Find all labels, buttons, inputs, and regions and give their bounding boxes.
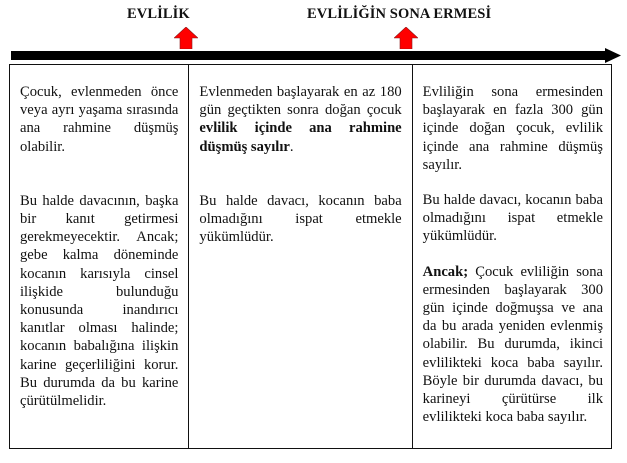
- timeline-axis-arrow-icon: [11, 48, 621, 63]
- during-marriage-text: Evlenmeden başlayarak en az 180 gün geçtikten sonra doğan çocuk evlilik içinde ana rahmine düşmüş sayılır.: [199, 84, 402, 155]
- column-before-marriage: [10, 65, 188, 448]
- exception-bold: Ancak;: [422, 263, 469, 280]
- before-marriage-burden-text: Bu halde davacının, başka bir kanıt getirmesi gerekmeyecektir. Ancak; gebe kalma döneminde kocanın karısıyla cinsel ilişkide bulunduğu konusunda inandırıcı kanıtlar olması halinde; kocanın babalığına ilişkin karine geçerliliğini korur. Bu durumda da bu karine çürütülmelidir.: [20, 192, 179, 410]
- label-marriage: EVLİLİK: [127, 6, 190, 22]
- before-marriage-text: Çocuk, evlenmeden önce veya ayrı yaşama sırasında ana rahmine düşmüş olabilir.: [20, 84, 179, 155]
- timeline-table: [9, 64, 612, 449]
- after-marriage-exception-text: Ancak; Çocuk evliliğin sona ermesinden başlayarak 300 gün içinde doğmuşsa ve ana da bu arada yeniden evlenmiş olabilir. Bu durumda, ikinci evlilikteki koca baba sayılır. Böyle bir durumda davacı, bu karineyi çürütürse ilk evlilikteki koca baba sayılır.: [422, 263, 603, 426]
- during-marriage-burden-text: Bu halde davacı, kocanın baba olmadığını ispat etmekle yükümlüdür.: [199, 192, 402, 246]
- label-end-of-marriage: EVLİLİĞİN SONA ERMESİ: [307, 6, 492, 22]
- column-during-marriage: [188, 65, 411, 448]
- during-marriage-bold: evlilik içinde ana rahmine düşmüş sayılır: [199, 120, 402, 155]
- red-up-arrow-icon: [174, 27, 198, 49]
- after-marriage-text: Evliliğin sona ermesinden başlayarak en fazla 300 gün içinde doğan çocuk, evlilik içinde ana rahmine düşmüş sayılır.: [422, 84, 603, 173]
- after-marriage-burden-text: Bu halde davacı, kocanın baba olmadığını ispat etmekle yükümlüdür.: [422, 192, 603, 245]
- column-after-marriage: [412, 65, 611, 448]
- red-up-arrow-icon: [394, 27, 418, 49]
